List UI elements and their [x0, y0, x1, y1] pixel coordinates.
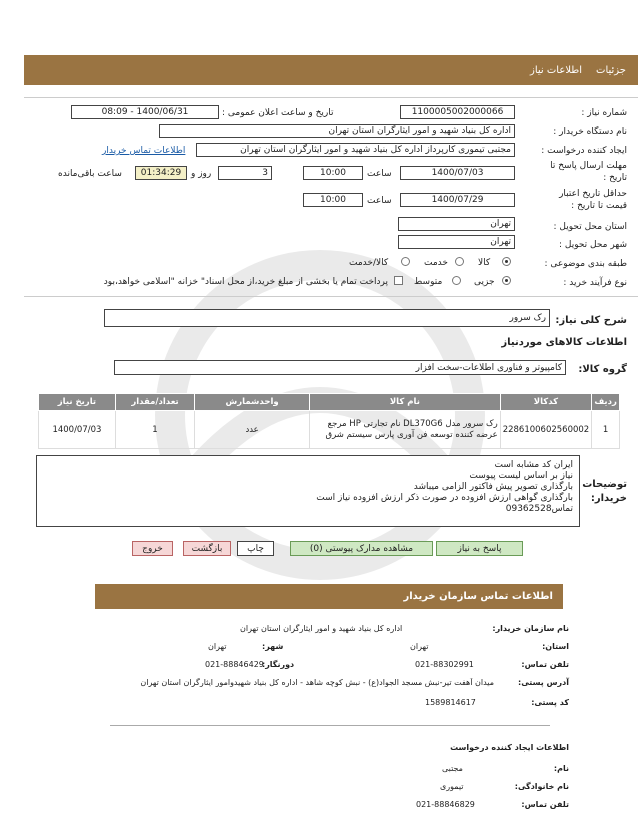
creator-phone: 021-88846829: [416, 800, 475, 809]
contact-postal-label: کد پستی:: [531, 698, 569, 707]
notes-line: بارگذاری تصویر پیش فاکتور الزامی میباشد: [413, 482, 573, 492]
contact-fax-label: دورنگار:: [262, 660, 295, 669]
process-radio-small[interactable]: [502, 276, 511, 286]
contact-postal: 1589814617: [425, 698, 476, 707]
creator-phone-label: تلفن تماس:: [521, 800, 569, 809]
creator-name-label: نام:: [553, 764, 569, 773]
creator-family-label: نام خانوادگی:: [514, 782, 569, 791]
payment-checkbox[interactable]: [394, 276, 403, 286]
section-divider: [24, 296, 638, 297]
back-button[interactable]: بازگشت: [183, 541, 231, 556]
deadline-time-field: 10:00: [303, 166, 363, 180]
need-number-label: شماره نیاز :: [581, 108, 627, 118]
creator-label: ایجاد کننده درخواست :: [541, 146, 627, 156]
contact-province: تهران: [410, 642, 429, 651]
process-option-small: جزیی: [474, 277, 495, 287]
cell-code: 2286100602560002: [500, 411, 592, 449]
city-label: شهر محل تحویل :: [558, 240, 627, 250]
process-radio-medium[interactable]: [452, 276, 461, 286]
category-option-both: کالا/خدمت: [349, 258, 389, 268]
category-radio-both[interactable]: [401, 257, 410, 267]
group-field: کامپیوتر و فناوری اطلاعات-سخت افزار: [114, 360, 566, 375]
section-divider: [24, 97, 638, 98]
summary-field: رک سرور: [104, 309, 550, 327]
buyer-field: اداره کل بنیاد شهید و امور ایثارگران استان تهران: [159, 124, 515, 138]
deadline-label: مهلت ارسال پاسخ تا تاریخ :: [550, 161, 627, 183]
cell-name: رک سرور مدل DL370G6 نام تجارتی HP مرجع عرضه کننده توسعه فن آوری پارس سیستم شرق: [310, 411, 501, 449]
col-header-unit: واحدشمارش: [195, 394, 310, 411]
contact-address-label: آدرس پستی:: [518, 678, 569, 687]
contact-buyer-name: اداره کل بنیاد شهید و امور ایثارگران استان تهران: [240, 624, 403, 633]
days-label: روز و: [191, 169, 212, 179]
category-option-service: خدمت: [424, 258, 448, 268]
contact-buyer-name-label: نام سازمان خریدار:: [492, 624, 569, 633]
cell-unit: عدد: [195, 411, 310, 449]
col-header-qty: تعداد/مقدار: [115, 394, 194, 411]
category-radio-service[interactable]: [455, 257, 464, 267]
top-tab-bar: [24, 55, 638, 85]
contact-city: تهران: [208, 642, 227, 651]
days-field: 3: [218, 166, 272, 180]
remaining-time-field: 01:34:29: [135, 166, 187, 180]
contact-province-label: استان:: [542, 642, 569, 651]
validity-label: حداقل تاریخ اعتبار قیمت تا تاریخ :: [559, 189, 627, 211]
notes-line: بارگذاری گواهی ارزش افزوده در صورت ذکر ارزش افزوده نیاز است: [316, 493, 573, 503]
deadline-time-label: ساعت: [367, 169, 392, 179]
col-header-name: نام کالا: [310, 394, 501, 411]
contact-fax: 021-88846429: [205, 660, 264, 669]
validity-time-label: ساعت: [367, 196, 392, 206]
contact-phone-label: تلفن تماس:: [521, 660, 569, 669]
col-header-date: تاریخ نیاز: [39, 394, 116, 411]
table-row: [39, 411, 620, 449]
contact-city-label: شهر:: [262, 642, 284, 651]
need-number-field: 1100005002000066: [400, 105, 515, 119]
tab-details[interactable]: جزئیات: [596, 64, 626, 76]
deadline-date-field: 1400/07/03: [400, 166, 515, 180]
contact-address: میدان آهفت تیر-نبش مسجد الجواد(ع) - نبش کوچه شاهد - اداره کل بنیاد شهیدوامور ایثارگران استان تهران: [140, 678, 494, 687]
payment-note: پرداخت تمام یا بخشی از مبلغ خرید،از محل اسناد" خزانه "اسلامی خواهد،بود: [103, 277, 388, 287]
creator-family: تیموری: [440, 782, 464, 791]
cell-date: 1400/07/03: [39, 411, 116, 449]
creator-name: مجتبی: [442, 764, 463, 773]
summary-label: شرح کلی نیاز:: [555, 315, 627, 326]
city-field: تهران: [398, 235, 515, 249]
col-header-row: ردیف: [592, 394, 620, 411]
province-label: استان محل تحویل :: [553, 222, 627, 232]
creator-info-title: اطلاعات ایجاد کننده درخواست: [450, 743, 569, 752]
group-label: گروه کالا:: [578, 364, 627, 375]
notes-line: ایران کد مشابه است: [494, 460, 573, 470]
notes-line: نیاز بر اساس لیست پیوست: [469, 471, 573, 481]
province-field: تهران: [398, 217, 515, 231]
items-table: [38, 393, 620, 449]
category-radio-goods[interactable]: [502, 257, 511, 267]
attachments-button[interactable]: مشاهده مدارک پیوستی (0): [290, 541, 433, 556]
print-button[interactable]: چاپ: [237, 541, 274, 556]
goods-title: اطلاعات کالاهای موردنیاز: [501, 337, 627, 348]
col-header-code: کدکالا: [500, 394, 592, 411]
reply-button[interactable]: پاسخ به نیاز: [436, 541, 523, 556]
buyer-label: نام دستگاه خریدار :: [553, 127, 627, 137]
notes-line: تماس09362528: [505, 504, 573, 514]
validity-date-field: 1400/07/29: [400, 193, 515, 207]
exit-button[interactable]: خروج: [132, 541, 173, 556]
remaining-time-label: ساعت باقی‌مانده: [58, 169, 122, 179]
process-label: نوع فرآیند خرید :: [563, 278, 627, 288]
cell-row: 1: [592, 411, 620, 449]
validity-time-field: 10:00: [303, 193, 363, 207]
process-option-medium: متوسط: [414, 277, 443, 287]
cell-qty: 1: [115, 411, 194, 449]
buyer-contact-link[interactable]: اطلاعات تماس خریدار: [102, 146, 186, 156]
contact-phone: 021-88302991: [415, 660, 474, 669]
category-option-goods: کالا: [478, 258, 491, 268]
category-label: طبقه بندی موضوعی :: [544, 259, 627, 269]
tab-need-info[interactable]: اطلاعات نیاز: [530, 64, 583, 76]
contact-title: اطلاعات تماس سازمان خریدار: [95, 584, 563, 609]
creator-field: مجتبی تیموری کارپرداز اداره کل بنیاد شهید و امور ایثارگران استان تهران: [196, 143, 515, 157]
contact-divider: [110, 725, 550, 726]
announce-field: 1400/06/31 - 08:09: [71, 105, 219, 119]
notes-box: [36, 455, 580, 527]
notes-label: توضیحات خریدار:: [582, 479, 627, 504]
announce-label: تاریخ و ساعت اعلان عمومی :: [222, 108, 334, 118]
